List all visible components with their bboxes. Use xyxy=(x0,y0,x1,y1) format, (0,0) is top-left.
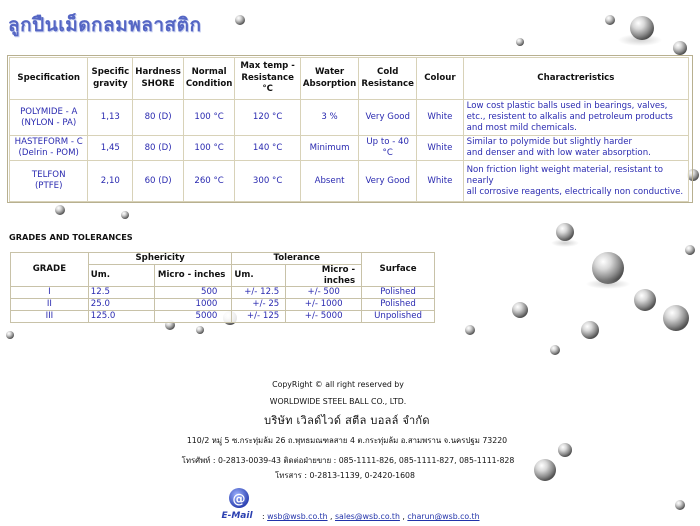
tol-micro-cell: +/- 1000 xyxy=(286,299,362,311)
header-sph-um: Um. xyxy=(88,265,154,287)
spec-cell xyxy=(10,136,88,161)
spec-alias: (NYLON - PA) xyxy=(21,117,77,128)
cold-cell: Very Good xyxy=(359,161,417,202)
gravity-cell: 1,45 xyxy=(88,136,133,161)
header-grade: GRADE xyxy=(11,253,89,287)
grades-title: GRADES AND TOLERANCES xyxy=(9,232,133,242)
email-link-wsb[interactable]: wsb@wsb.co.th xyxy=(267,512,328,521)
header-sphericity: Sphericity xyxy=(88,253,232,265)
water-cell: 3 % xyxy=(300,100,358,136)
maxtemp-cell: 300 °C xyxy=(235,161,301,202)
grade-cell: II xyxy=(11,299,89,311)
colour-cell: White xyxy=(417,161,463,202)
surface-cell: Polished xyxy=(362,299,435,311)
table-row xyxy=(11,311,435,323)
sph-micro-cell: 500 xyxy=(154,287,232,299)
table-row xyxy=(11,287,435,299)
colour-cell: White xyxy=(417,136,463,161)
grades-header-row xyxy=(11,253,435,265)
page-title: ลูกปืนเม็ดกลมพลาสติก xyxy=(8,14,202,36)
maxtemp-cell: 140 °C xyxy=(235,136,301,161)
specification-table xyxy=(9,57,689,202)
tol-um-cell: +/- 25 xyxy=(232,299,286,311)
surface-cell: Unpolished xyxy=(362,311,435,323)
desc-line: Non friction light weight material, resistant to nearly xyxy=(466,164,663,186)
grades-table xyxy=(10,252,435,323)
spec-name: HASTEFORM - C xyxy=(14,137,83,147)
company-name-en: WORLDWIDE STEEL BALL CO., LTD. xyxy=(269,397,407,406)
desc-line: and most mild chemicals. xyxy=(466,123,577,133)
header-tolerance: Tolerance xyxy=(232,253,362,265)
email-link-charun[interactable]: charun@wsb.co.th xyxy=(407,512,480,521)
water-cell: Absent xyxy=(300,161,358,202)
characteristics-cell xyxy=(463,161,688,202)
normal-cell: 260 °C xyxy=(183,161,235,202)
header-tol-um: Um. xyxy=(232,265,286,287)
desc-line: all corrosive reagents, electrically non conductive. xyxy=(466,186,684,197)
maxtemp-cell: 120 °C xyxy=(235,100,301,136)
water-cell: Minimum xyxy=(300,136,358,161)
spec-cell xyxy=(10,161,88,202)
desc-line: Low cost plastic balls used in bearings, valves, xyxy=(466,101,668,111)
tol-um-cell: +/- 125 xyxy=(232,311,286,323)
surface-cell: Polished xyxy=(362,287,435,299)
header-water-absorption: Water Absorption xyxy=(300,58,358,100)
header-surface: Surface xyxy=(362,253,435,287)
hardness-cell: 60 (D) xyxy=(133,161,184,202)
desc-line: Similar to polymide but slightly harder xyxy=(466,137,633,147)
header-hardness: Hardness SHORE xyxy=(133,58,184,100)
tol-um-cell: +/- 12.5 xyxy=(232,287,286,299)
company-phone: โทรศัพท์ : 0-2813-0039-43 ติดต่อฝ่ายขาย : 085-1111-826, 085-1111-827, 085-1111-828 xyxy=(181,456,515,465)
email-logo-label: E-Mail xyxy=(221,511,253,521)
at-sign-icon xyxy=(218,486,258,522)
copyright-text: CopyRight © all right reserved by xyxy=(272,380,404,389)
header-sph-micro: Micro - inches xyxy=(154,265,232,287)
normal-cell: 100 °C xyxy=(183,100,235,136)
sph-micro-cell: 1000 xyxy=(154,299,232,311)
sph-micro-cell: 5000 xyxy=(154,311,232,323)
sph-um-cell: 125.0 xyxy=(88,311,154,323)
email-link-sales[interactable]: sales@wsb.co.th xyxy=(335,512,400,521)
spec-cell xyxy=(10,100,88,136)
colour-cell: White xyxy=(417,100,463,136)
header-colour: Colour xyxy=(417,58,463,100)
spec-header-row xyxy=(10,58,689,100)
header-specific-gravity: Specific gravity xyxy=(88,58,133,100)
header-specification: Specification xyxy=(10,58,88,100)
normal-cell: 100 °C xyxy=(183,136,235,161)
hardness-cell: 80 (D) xyxy=(133,100,184,136)
header-characteristics: Charactreristics xyxy=(463,58,688,100)
desc-line: and denser and with low water absorption. xyxy=(466,148,651,158)
sph-um-cell: 12.5 xyxy=(88,287,154,299)
company-fax: โทรสาร : 0-2813-1139, 0-2420-1608 xyxy=(275,471,415,480)
spec-alias: (PTFE) xyxy=(34,181,63,191)
header-cold-resistance: Cold Resistance xyxy=(359,58,417,100)
desc-line: etc., resistent to alkalis and petroleum products xyxy=(466,112,673,122)
gravity-cell: 1,13 xyxy=(88,100,133,136)
sph-um-cell: 25.0 xyxy=(88,299,154,311)
characteristics-cell xyxy=(463,100,688,136)
header-max-temp: Max temp - Resistance °C xyxy=(235,58,301,100)
email-logo xyxy=(218,486,258,526)
table-row xyxy=(11,299,435,311)
table-row xyxy=(10,161,689,202)
gravity-cell: 2,10 xyxy=(88,161,133,202)
grade-cell: I xyxy=(11,287,89,299)
header-tol-micro: Micro - inches xyxy=(286,265,362,287)
spec-alias: (Delrin - POM) xyxy=(18,148,79,158)
cold-cell: Very Good xyxy=(359,100,417,136)
email-links: : wsb@wsb.co.th , sales@wsb.co.th , charun@wsb.co.th xyxy=(262,512,480,521)
company-name-th: บริษัท เวิลด์ไวด์ สตีล บอลล์ จำกัด xyxy=(264,414,430,427)
tol-micro-cell: +/- 5000 xyxy=(286,311,362,323)
hardness-cell: 80 (D) xyxy=(133,136,184,161)
table-row xyxy=(10,100,689,136)
spec-name: POLYMIDE - A xyxy=(20,106,78,117)
characteristics-cell xyxy=(463,136,688,161)
table-row xyxy=(10,136,689,161)
tol-micro-cell: +/- 500 xyxy=(286,287,362,299)
spec-name: TELFON xyxy=(31,170,66,180)
header-normal-condition: Normal Condition xyxy=(183,58,235,100)
grade-cell: III xyxy=(11,311,89,323)
cold-cell: Up to - 40 °C xyxy=(359,136,417,161)
svg-text:@: @ xyxy=(232,492,246,507)
company-address: 110/2 หมู่ 5 ซ.กระทุ่มล้ม 26 ถ.พุทธมณฑลสาย 4 ต.กระทุ่มล้ม อ.สามพราน จ.นครปฐม 73220 xyxy=(186,436,508,445)
